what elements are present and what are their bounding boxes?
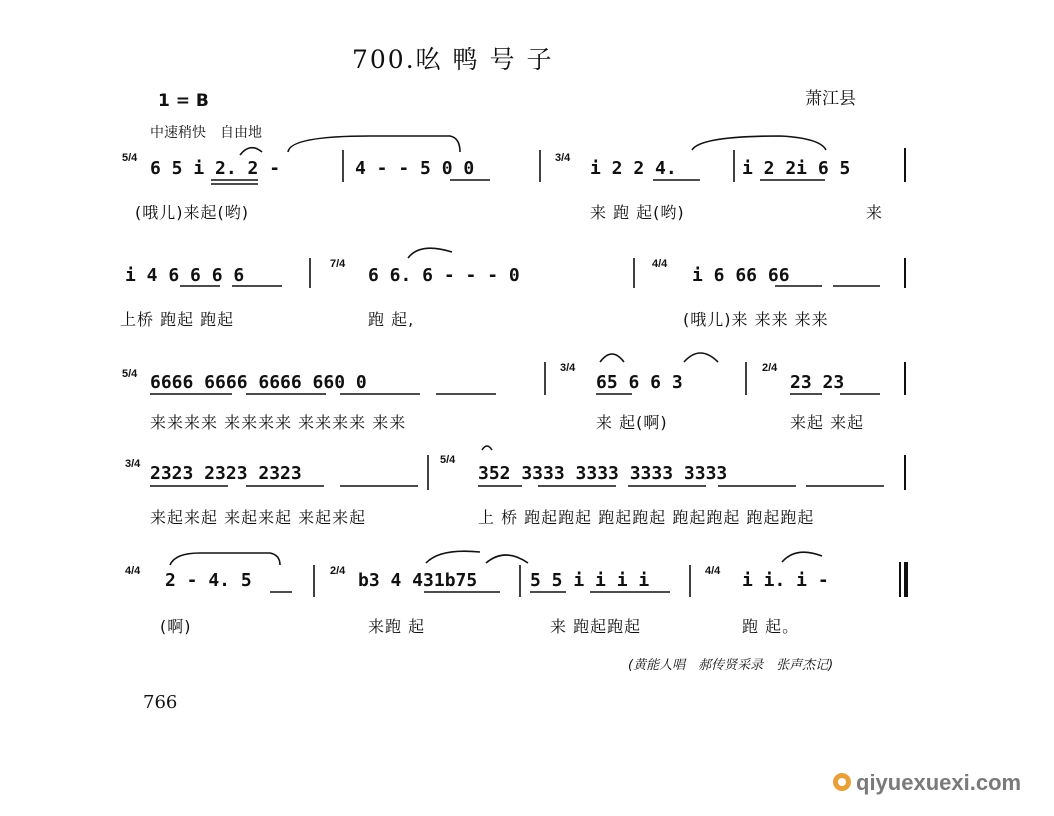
lyric-line: 来起 来起: [790, 413, 865, 432]
lyric-line: 跑 起。: [742, 617, 800, 636]
lyric-line: 来: [866, 203, 884, 222]
time-signature: 3/4: [125, 458, 141, 470]
measure: 65 6 6 3: [596, 372, 683, 393]
tempo-marking: 中速稍快 自由地: [150, 125, 262, 141]
page-number: 766: [143, 692, 178, 713]
county-label: 萧江县: [805, 89, 856, 109]
credits: (黄能人唱 郝传贤采录 张声杰记): [628, 658, 834, 673]
lyric-line: (哦儿)来 来来 来来: [683, 310, 829, 329]
measure: 2323 2323 2323: [150, 463, 302, 484]
time-signature: 4/4: [705, 565, 721, 577]
measure: 352 3333 3333 3333 3333: [478, 463, 728, 484]
time-signature: 5/4: [122, 152, 138, 164]
measure: i 2 2i 6 5: [742, 158, 851, 179]
time-signature: 2/4: [762, 362, 778, 374]
measure: 4 - - 5 0 0: [355, 158, 475, 179]
time-signature: 7/4: [330, 258, 346, 270]
measure: 6 6. 6 - - - 0: [368, 265, 520, 286]
time-signature: 4/4: [125, 565, 141, 577]
time-signature: 3/4: [555, 152, 571, 164]
lyric-line: 跑 起,: [368, 310, 415, 329]
measure: i 4 6 6 6 6: [125, 265, 245, 286]
lyric-line: 来 跑起跑起: [550, 617, 642, 636]
measure: i 2 2 4.: [590, 158, 677, 179]
lyric-line: 来 跑 起(哟): [590, 203, 685, 222]
measure: i i. i -: [742, 570, 829, 591]
lyric-line: 来起来起 来起来起 来起来起: [150, 508, 367, 527]
measure: 5 5 i i i i: [530, 570, 650, 591]
measure: 2 - 4. 5: [165, 570, 252, 591]
time-signature: 5/4: [122, 368, 138, 380]
watermark-text: qiyuexuexi.com: [856, 770, 1022, 795]
lyric-line: 来来来来 来来来来 来来来来 来来: [150, 413, 407, 432]
lyric-line: 上桥 跑起 跑起: [120, 310, 235, 329]
song-title: 700.吆 鸭 号 子: [352, 45, 554, 74]
lyric-line: 来跑 起: [368, 617, 426, 636]
key-signature: 1 = B: [158, 91, 209, 111]
measure: 6666 6666 6666 660 0: [150, 372, 367, 393]
measure: 23 23: [790, 372, 845, 393]
lyric-line: (哦儿)来起(哟): [135, 203, 249, 222]
measure: 6 5 i 2. 2 -: [150, 158, 281, 179]
time-signature: 3/4: [560, 362, 576, 374]
measure: i 6 66 66: [692, 265, 790, 286]
measure: b3 4 431b75: [358, 570, 478, 591]
lyric-line: 来 起(啊): [596, 413, 668, 432]
lyric-line: 上 桥 跑起跑起 跑起跑起 跑起跑起 跑起跑起: [478, 508, 815, 527]
time-signature: 4/4: [652, 258, 668, 270]
time-signature: 5/4: [440, 454, 456, 466]
lyric-line: (啊): [160, 617, 192, 636]
time-signature: 2/4: [330, 565, 346, 577]
